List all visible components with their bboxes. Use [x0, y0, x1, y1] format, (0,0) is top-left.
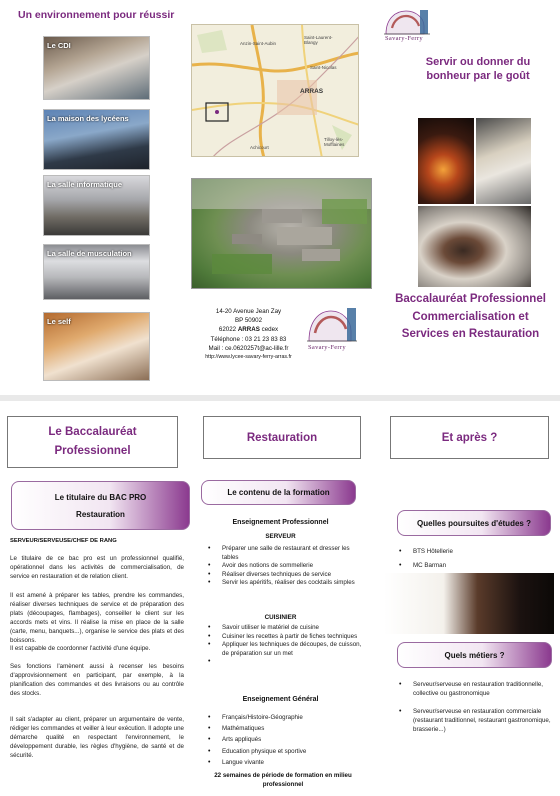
map-place-label: Saint-Nicolas	[310, 65, 337, 70]
photo-salle-musculation	[43, 244, 150, 300]
photo-label: La salle informatique	[47, 180, 123, 189]
list-item: • MC Barman	[399, 559, 549, 573]
address-bp: BP 50902	[234, 317, 263, 325]
map-place-label: Saint-Laurent-Blangy	[304, 35, 333, 45]
list-item: • Préparer une salle de restaurant et dresser les tables	[208, 545, 365, 562]
address-mail: Mail : ce.0620257t@ac-lille.fr	[208, 344, 289, 352]
photo-salle-informatique	[43, 175, 150, 236]
col2-heading: Restauration	[246, 431, 318, 444]
col1-heading: Le Baccalauréat Professionnel	[48, 426, 137, 457]
col1-pill-label: Le titulaire du BAC PRO Restauration	[54, 492, 147, 519]
list-item: • Education physique et sportive	[208, 746, 358, 757]
list-item: • Cuisiner les recettes à partir de fiches techniques	[208, 633, 365, 642]
cuisinier-skill-list	[208, 624, 365, 676]
brochure-tagline: Servir ou donner du bonheur par le goût	[425, 56, 531, 82]
school-logo	[384, 8, 430, 42]
list-item	[208, 658, 365, 676]
col1-pill	[11, 481, 190, 530]
photo-cdi	[43, 36, 150, 100]
col3-pill-metiers	[397, 642, 552, 668]
photo-self	[43, 312, 150, 381]
body-paragraph: Ses fonctions l'amènent aussi à recenser les besoins d'approvisionnement en participant, par exemple, à la planification des commandes et des livraisons ou au contrôle des stocks.	[10, 663, 184, 697]
aerial-graphic	[192, 179, 372, 289]
school-logo-graphic	[307, 305, 357, 345]
restaurant-photo-collage	[418, 118, 531, 287]
photo-label: Le CDI	[47, 41, 71, 50]
aerial-photo-school	[191, 178, 372, 289]
ens-pro-title: Enseignement Professionnel	[232, 519, 329, 526]
col3-pill-metiers-label: Quels métiers ?	[444, 650, 505, 660]
address-city: ARRAS	[237, 326, 260, 334]
col1-heading-box	[7, 416, 178, 468]
job-titles: SERVEUR/SERVEUSE/CHEF DE RANG	[10, 538, 117, 544]
plated-dish-photo	[418, 206, 531, 287]
list-item: • Arts appliqués	[208, 734, 358, 745]
list-item: • Mathématiques	[208, 723, 358, 734]
col2-heading-box	[203, 416, 361, 459]
photo-maison-des-lyceens	[43, 109, 150, 170]
list-item: • Langue vivante	[208, 757, 358, 768]
internship-summary: 22 semaines de période de formation en milieu professionnel	[214, 772, 352, 789]
school-address	[191, 307, 306, 362]
brochure-inner-page	[0, 401, 560, 796]
col2-pill-label: Le contenu de la formation	[227, 488, 330, 497]
photo-label: Le self	[47, 317, 71, 326]
environment-title: Un environnement pour réussir	[18, 9, 175, 21]
list-item: • Servir les apéritifs, réaliser des cocktails simples	[208, 579, 365, 588]
address-postcode: 62022	[218, 326, 237, 334]
col3-heading: Et après ?	[441, 431, 498, 444]
serveur-skill-list	[208, 545, 365, 588]
location-map	[191, 24, 359, 157]
map-place-label: Tilloy-lès-Mofflaines	[324, 137, 345, 147]
list-item: • Réaliser diverses techniques de service	[208, 571, 365, 580]
photo-label: La salle de musculation	[47, 249, 132, 258]
col3-heading-box	[390, 416, 549, 459]
col3-pill-etudes-label: Quelles poursuites d'études ?	[417, 518, 531, 528]
body-paragraph: Il est amené à préparer les tables, prendre les commandes, réaliser diverses techniques de service et de préparation des plats (découpages, flambages), conseiller le client sur les accords mets et vins. Il réalise la mise en place de la salle (carte, menu, banquets...), organise le service des plats et des boissons.	[10, 592, 184, 644]
address-street: 14-20 Avenue Jean Zay	[215, 308, 282, 315]
photo-label: La maison des lycéens	[47, 114, 129, 123]
chef-plating-photo	[384, 573, 554, 634]
table-setting-photo	[476, 118, 531, 204]
map-city-label: ARRAS	[300, 88, 324, 95]
school-logo-graphic	[384, 8, 430, 36]
jobs-list	[399, 680, 552, 743]
list-item: • Savoir utiliser le matériel de cuisine	[208, 624, 365, 633]
address-city-line	[191, 325, 306, 334]
serveur-label: SERVEUR	[265, 533, 296, 540]
school-logo-name: Savary-Ferry	[385, 35, 423, 42]
school-logo	[307, 305, 357, 355]
list-item: • Avoir des notions de sommellerie	[208, 562, 365, 571]
col3-pill-etudes	[397, 510, 551, 536]
list-item: • Serveur/serveuse en restauration traditionnelle, collective ou gastronomique	[399, 680, 552, 698]
ens-gen-title: Enseignement Général	[242, 696, 319, 703]
map-place-label: Achicourt	[250, 145, 269, 150]
brochure-outer-page	[0, 0, 560, 395]
school-logo-name: Savary-Ferry	[308, 344, 346, 351]
list-item: • Français/Histoire-Géographie	[208, 712, 358, 723]
body-paragraph: Il est capable de coordonner l'activité d'une équipe.	[10, 645, 151, 652]
body-paragraph: Il sait s'adapter au client, préparer un argumentaire de vente, rédiger les commandes et veiller à leur exécution. Il adopte une démarche qualité en respectant l'environnement, le développement durable, les règles d'hygiène, de santé et de sécurité.	[10, 716, 184, 759]
address-website: http://www.lycee-savary-ferry-arras.fr	[205, 354, 292, 361]
list-item: • Serveur/serveuse en restauration commerciale (restaurant traditionnel, restaurant gastronomique, brasserie...)	[399, 707, 552, 734]
list-item: • BTS Hôtellerie	[399, 545, 549, 559]
degree-title: Baccalauréat Professionnel Commercialisation et Services en Restauration	[395, 293, 546, 340]
general-subject-list	[208, 712, 358, 768]
address-cedex: cedex	[261, 326, 279, 334]
map-place-label: Anzin-Saint-Aubin	[240, 41, 277, 46]
col2-pill	[201, 480, 356, 505]
body-paragraph: Le titulaire de ce bac pro est un professionnel qualifié, opérationnel dans les activités de commercialisation, de service en restauration et de relation client.	[10, 555, 184, 580]
cuisinier-label: CUISINIER	[264, 614, 297, 621]
flambe-photo	[418, 118, 474, 204]
address-phone: Téléphone : 03 21 23 83 83	[210, 335, 287, 343]
list-item: • Appliquer les techniques de découpes, de cuisson, de préparation sur un met	[208, 641, 365, 658]
